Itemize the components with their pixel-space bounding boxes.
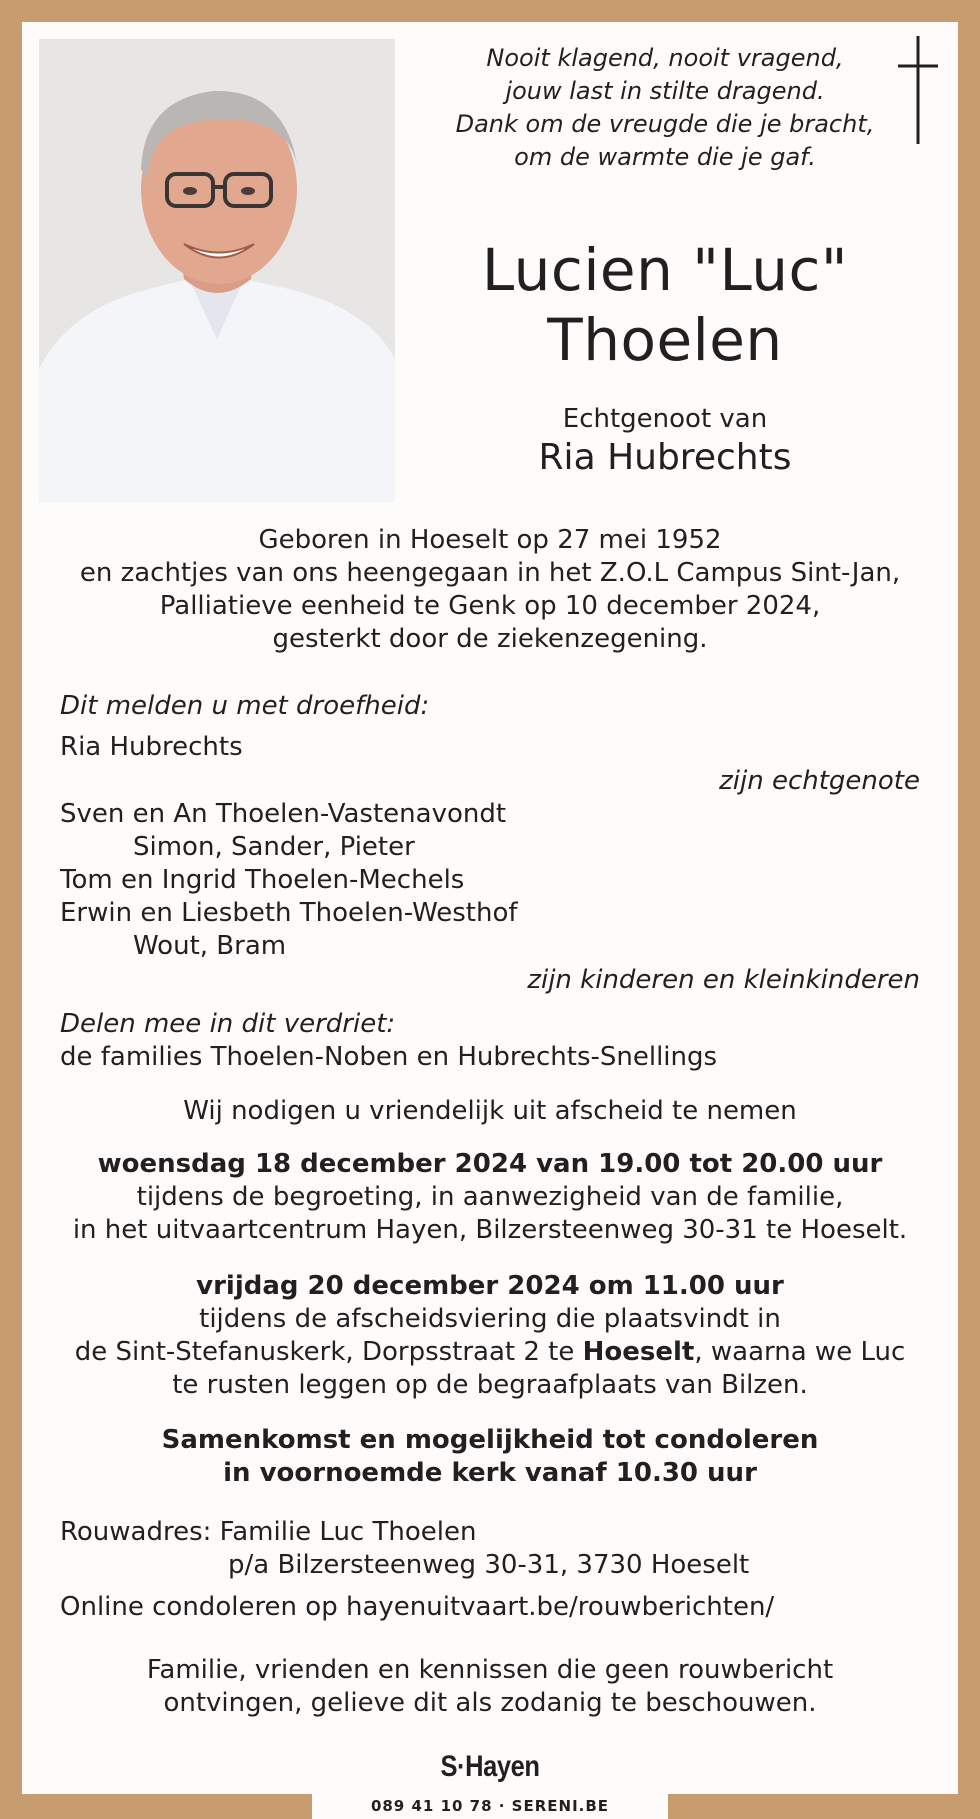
text-line: ontvingen, gelieve dit als zodanig te beschouwen. xyxy=(163,1688,817,1718)
text-line: Geboren in Hoeselt op 27 mei 1952 xyxy=(258,525,722,555)
visitation-block xyxy=(40,1148,940,1247)
funeral-town: Hoeselt xyxy=(582,1337,695,1367)
child-family: Tom en Ingrid Thoelen-Mechels xyxy=(60,865,465,895)
visitation-time: woensdag 18 december 2024 van 19.00 tot 20.00 uur xyxy=(97,1149,883,1179)
spouse-label: Echtgenoot van xyxy=(562,404,768,434)
spouse-role: zijn echtgenote xyxy=(719,766,920,796)
text-line: Palliatieve eenheid te Genk op 10 december 2024, xyxy=(159,591,821,621)
text-span: de Sint-Stefanuskerk, Dorpsstraat 2 te xyxy=(74,1337,583,1367)
text-line: tijdens de begroeting, in aanwezigheid van de familie, xyxy=(136,1182,844,1212)
families: de families Thoelen-Noben en Hubrechts-Snellings xyxy=(60,1042,718,1072)
deceased-first-name: Lucien "Luc" xyxy=(481,236,849,304)
portrait-photo xyxy=(39,39,395,502)
cross-icon xyxy=(896,36,940,146)
text-line: tijdens de afscheidsviering die plaatsvindt in xyxy=(199,1304,781,1334)
funeral-time: vrijdag 20 december 2024 om 11.00 uur xyxy=(196,1271,784,1301)
text-line: in het uitvaartcentrum Hayen, Bilzersteenweg 30-31 te Hoeselt. xyxy=(72,1215,908,1245)
text-line: te rusten leggen op de begraafplaats van Bilzen. xyxy=(172,1370,808,1400)
memorial-verse xyxy=(430,42,900,174)
invitation: Wij nodigen u vriendelijk uit afscheid te nemen xyxy=(183,1096,797,1126)
text-line: Samenkomst en mogelijkheid tot condoleren xyxy=(161,1425,819,1455)
text-line: en zachtjes van ons heengegaan in het Z.O.L Campus Sint-Jan, xyxy=(79,558,901,588)
text-line: in voornoemde kerk vanaf 10.30 uur xyxy=(223,1458,757,1488)
deceased-last-name: Thoelen xyxy=(547,306,783,374)
text-span: , waarna we Luc xyxy=(694,1337,906,1367)
footer-contact: 089 41 10 78 · SERENI.BE xyxy=(312,1794,668,1819)
birth-death-text xyxy=(40,524,940,656)
verse-line: Nooit klagend, nooit vragend, xyxy=(486,44,844,72)
text-line: Familie, vrienden en kennissen die geen rouwbericht xyxy=(146,1655,834,1685)
funeral-block xyxy=(40,1270,940,1402)
closing-note xyxy=(40,1654,940,1720)
spouse-name: Ria Hubrechts xyxy=(538,437,792,478)
text-line: gesterkt door de ziekenzegening. xyxy=(272,624,708,654)
mourning-address-street: p/a Bilzersteenweg 30-31, 3730 Hoeselt xyxy=(228,1550,750,1580)
announcers-intro: Dit melden u met droefheid: xyxy=(60,691,430,721)
child-family: Sven en An Thoelen-Vastenavondt xyxy=(60,799,507,829)
funeral-location-line xyxy=(40,1336,940,1369)
grandchildren: Wout, Bram xyxy=(133,931,287,961)
announcer-spouse: Ria Hubrechts xyxy=(60,732,243,762)
verse-line: jouw last in stilte dragend. xyxy=(505,77,825,105)
deceased-name xyxy=(430,235,900,375)
hayen-logo: S·Hayen xyxy=(440,1750,540,1783)
children-role: zijn kinderen en kleinkinderen xyxy=(527,965,920,995)
child-family: Erwin en Liesbeth Thoelen-Westhof xyxy=(60,898,518,928)
online-condolences[interactable]: Online condoleren op hayenuitvaart.be/rouwberichten/ xyxy=(60,1592,775,1622)
verse-line: om de warmte die je gaf. xyxy=(514,143,816,171)
gathering-block xyxy=(40,1424,940,1490)
verse-line: Dank om de vreugde die je bracht, xyxy=(455,110,875,138)
mourning-address: Rouwadres: Familie Luc Thoelen xyxy=(60,1517,477,1547)
share-intro: Delen mee in dit verdriet: xyxy=(60,1009,396,1039)
grandchildren: Simon, Sander, Pieter xyxy=(133,832,415,862)
